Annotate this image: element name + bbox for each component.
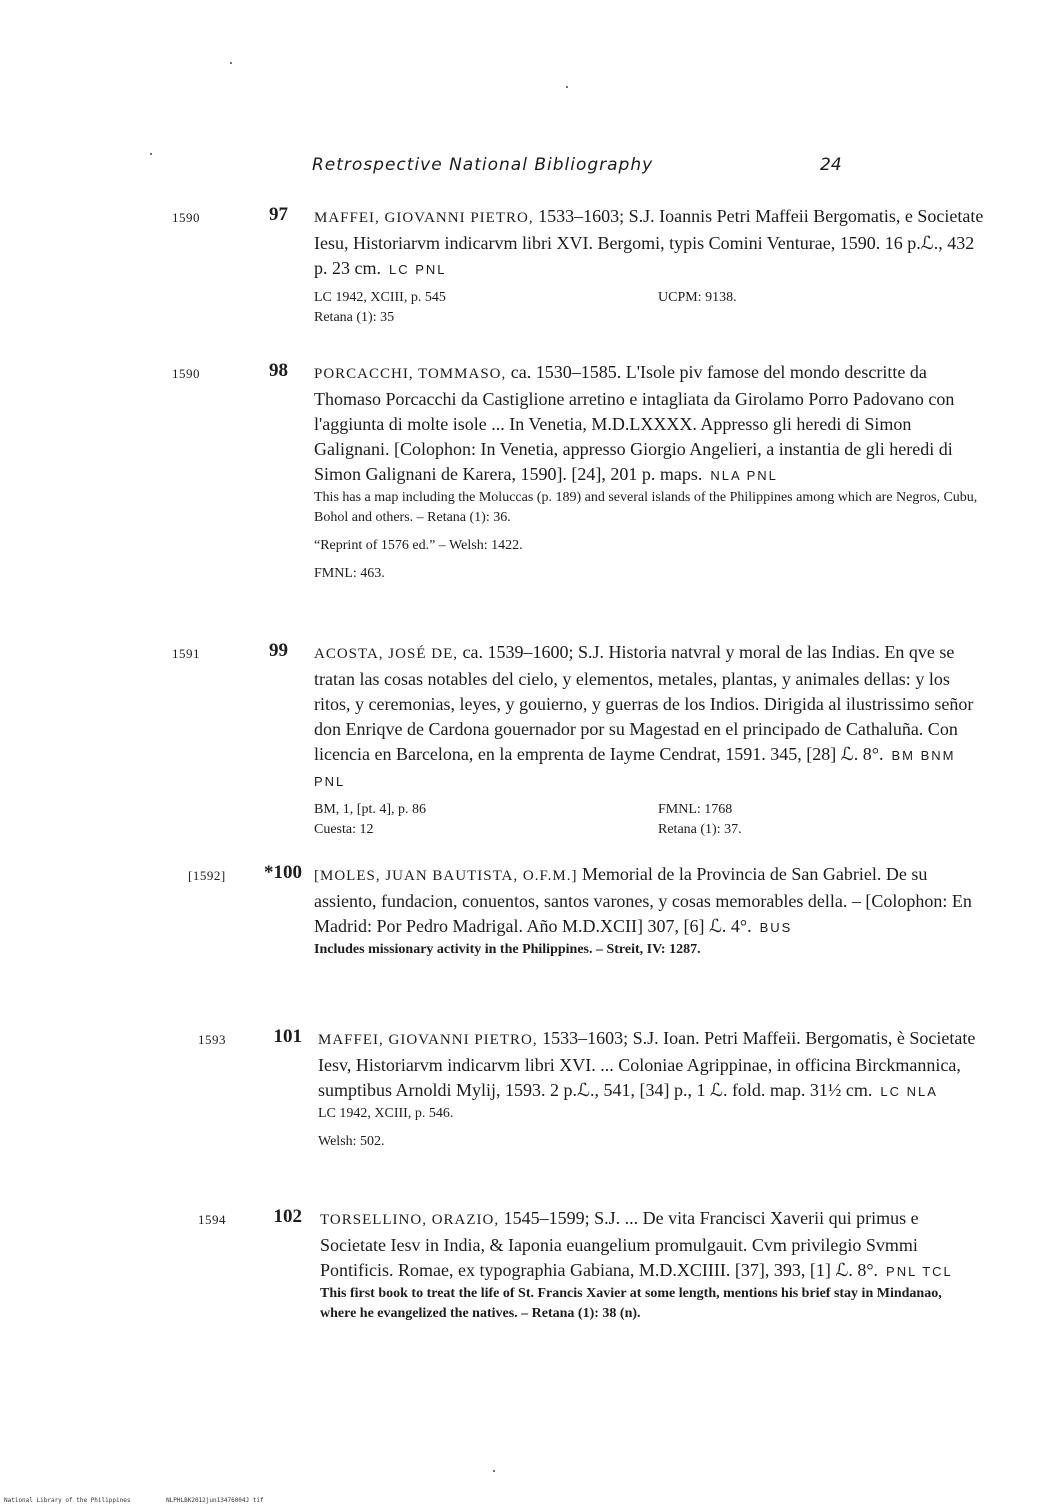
entry-author: ACOSTA, JOSÉ DE,	[314, 646, 458, 662]
entry-text: Memorial de la Provincia de San Gabriel. De su assiento, fundacion, conuentos, santos varones, y cosas memorables della. – [Colophon: En Madrid: Por Pedro Madrigal. Año M.D.XCII] 307, [6] ℒ. 4°.	[314, 864, 972, 936]
entry-note: This has a map including the Moluccas (p. 189) and several islands of the Philippines among which are Negros, Cubu, Bohol and others. – Retana (1): 36.	[314, 490, 978, 525]
reference-cell: Cuesta: 12	[314, 822, 374, 837]
scan-speck	[230, 62, 232, 64]
entry-references	[314, 800, 986, 840]
page-number: 24	[820, 155, 842, 175]
entry-holdings: NLA PNL	[710, 468, 778, 483]
entry-body	[318, 1026, 990, 1152]
entry-number: 99	[269, 640, 288, 661]
entry-holdings: LC PNL	[389, 262, 447, 277]
entry-note: “Reprint of 1576 ed.” – Welsh: 1422.	[314, 538, 523, 553]
entry-body	[314, 360, 986, 584]
entry-holdings: BUS	[759, 920, 793, 935]
reference-row	[314, 820, 986, 840]
reference-cell: Retana (1): 37.	[658, 822, 742, 837]
reference-cell: BM, 1, [pt. 4], p. 86	[314, 802, 426, 817]
entry-number: 98	[269, 360, 288, 381]
entry-holdings: BM BNM PNL	[314, 748, 956, 789]
entry-author: TORSELLINO, ORAZIO,	[320, 1212, 500, 1228]
entry-text: 1533–1603; S.J. Ioannis Petri Maffeii Bergomatis, e Societate Iesu, Historiarvm indicarvm libri XVI. Bergomi, typis Comini Venturae, 1590. 16 p.ℒ., 432 p. 23 cm.	[314, 206, 984, 278]
entry-text: ca. 1539–1600; S.J. Historia natvral y moral de las Indias. En qve se tratan las cosas notables del cielo, y elementos, metales, plantas, y animales dellas: y los ritos, y ceremonias, leyes, y gouierno, y guerras de los Indios. Dirigida al ilustrissimo señor don Enriqve de Cardona gouernador por su Magestad en el principado de Cathaluña. Con licencia en Barcelona, en la emprenta de Iayme Cendrat, 1591. 345, [28] ℒ. 8°.	[314, 642, 974, 764]
reference-row	[314, 800, 986, 820]
footer-file-id: NLPHLBK2012jun13476004J tif	[166, 1497, 264, 1504]
scan-speck	[150, 153, 152, 155]
reference-row	[314, 288, 986, 308]
entry-author: PORCACCHI, TOMMASO,	[314, 366, 507, 382]
reference-row	[314, 308, 986, 328]
entry-author: MAFFEI, GIOVANNI PIETRO,	[318, 1032, 538, 1048]
entry-text: ca. 1530–1585. L'Isole piv famose del mondo descritte da Thomaso Porcacchi da Castiglione arretino e intagliata da Girolamo Porro Padovano con l'aggiunta di molte isole ... In Venetia, M.D.LXXXX. Appresso gli heredi di Simon Galignani. [Colophon: In Venetia, appresso Giorgio Angelieri, a instantia de gli heredi di Simon Galignani de Karera, 1590]. [24], 201 p. maps.	[314, 362, 955, 484]
entry-holdings: PNL TCL	[886, 1264, 953, 1279]
entry-year: 1590	[172, 210, 200, 225]
running-title: Retrospective National Bibliography	[312, 155, 654, 175]
entry-year: 1593	[198, 1032, 226, 1047]
entry-number: 97	[269, 204, 288, 225]
entry-text: 1545–1599; S.J. ... De vita Francisci Xaverii qui primus e Societate Iesv in India, & Iaponia euangelium promulgauit. Cvm privilegio Svmmi Pontificis. Romae, ex typographia Gabiana, M.D.XCIIII. [37], 393, [1] ℒ. 8°.	[320, 1208, 919, 1280]
footer-library: National Library of the Philippines	[4, 1497, 131, 1504]
reference-cell: FMNL: 1768	[658, 802, 733, 817]
scan-footer	[4, 1497, 264, 1504]
entry-note: LC 1942, XCIII, p. 546.	[318, 1106, 454, 1121]
scan-speck	[566, 86, 568, 88]
scan-speck	[493, 1470, 495, 1472]
reference-cell: LC 1942, XCIII, p. 545	[314, 290, 446, 305]
entry-note: Welsh: 502.	[318, 1134, 385, 1149]
entry-body	[320, 1206, 980, 1324]
entry-number: 102	[273, 1206, 302, 1227]
entry-text: 1533–1603; S.J. Ioan. Petri Maffeii. Bergomatis, è Societate Iesv, Historiarvm indicarvm libri XVI. ... Coloniae Agrippinae, in officina Birckmannica, sumptibus Arnoldi Mylij, 1593. 2 p.ℒ., 541, [34] p., 1 ℒ. fold. map. 31½ cm.	[318, 1028, 976, 1100]
reference-cell: Retana (1): 35	[314, 310, 395, 325]
reference-cell: UCPM: 9138.	[658, 290, 737, 305]
running-head	[312, 155, 862, 185]
entry-note: This first book to treat the life of St. Francis Xavier at some length, mentions his brief stay in Mindanao, where he evangelized the natives. – Retana (1): 38 (n).	[320, 1286, 942, 1321]
entry-year: 1591	[172, 646, 200, 661]
entry-holdings: LC NLA	[880, 1084, 938, 1099]
entry-year: 1590	[172, 366, 200, 381]
entry-number: *100	[264, 862, 302, 883]
entry-author: [MOLES, JUAN BAUTISTA, O.F.M.]	[314, 868, 578, 884]
entry-body	[314, 204, 986, 328]
entry-note: FMNL: 463.	[314, 566, 385, 581]
entry-body	[314, 640, 986, 840]
entry-body	[314, 862, 986, 960]
entry-author: MAFFEI, GIOVANNI PIETRO,	[314, 210, 534, 226]
entry-year: 1594	[198, 1212, 226, 1227]
entry-note: Includes missionary activity in the Philippines. – Streit, IV: 1287.	[314, 942, 701, 957]
entry-number: 101	[273, 1026, 302, 1047]
entry-references	[314, 288, 986, 328]
entry-year: [1592]	[188, 868, 226, 883]
